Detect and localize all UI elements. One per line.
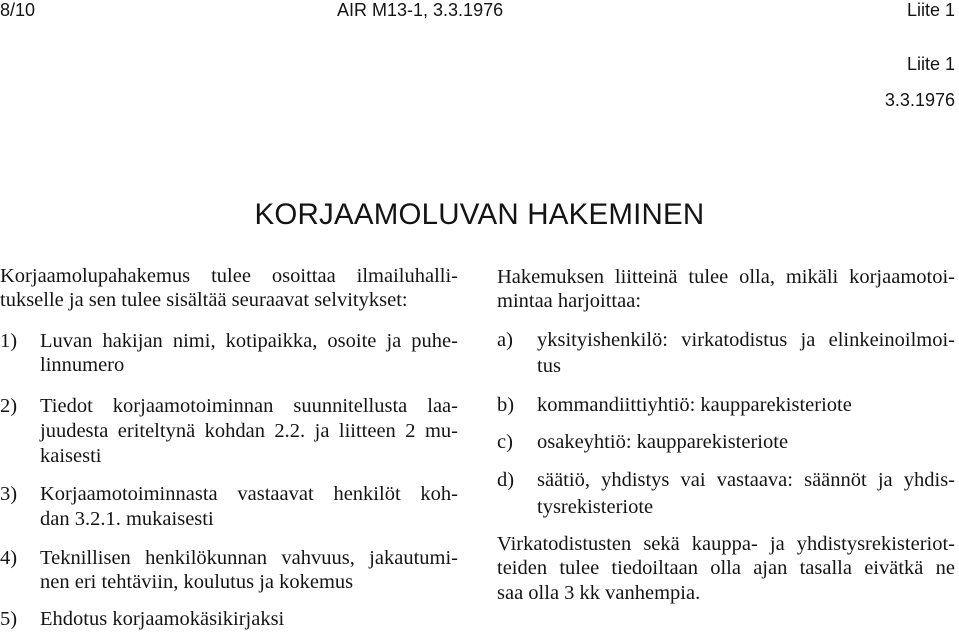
- item-line: kommandiittiyhtiö: kaupparekisteriote: [537, 394, 852, 416]
- item-line: linnumero: [40, 354, 125, 376]
- annex-date: 3.3.1976: [884, 90, 955, 110]
- left-intro-line: Korjaamolupahakemus tulee osoittaa ilmailuhalli-: [0, 265, 458, 287]
- left-intro-line: tukselle ja sen tulee sisältää seuraavat selvitykset:: [0, 289, 408, 311]
- item-marker: d): [497, 469, 515, 491]
- item-line: dan 3.2.1. mukaisesti: [40, 508, 214, 530]
- item-line: tysrekisteriote: [537, 496, 654, 518]
- annex-label: Liite 1: [906, 54, 955, 74]
- item-marker: 3): [0, 483, 18, 505]
- item-line: Tiedot korjaamotoiminnan suunnitellusta laa-: [40, 395, 458, 417]
- document-reference: AIR M13-1, 3.3.1976: [337, 0, 504, 20]
- closing-line: teiden tulee tiedoiltaan olla ajan tasalla eivätkä ne: [497, 557, 955, 579]
- item-marker: 2): [0, 395, 18, 417]
- item-marker: 5): [0, 608, 18, 630]
- item-line: osakeyhtiö: kaupparekisteriote: [537, 431, 789, 453]
- item-marker: a): [497, 329, 513, 351]
- item-line: yksityishenkilö: virkatodistus ja elinkeinoilmoi-: [537, 329, 955, 351]
- item-line: tus: [537, 355, 561, 377]
- closing-line: Virkatodistusten sekä kauppa- ja yhdistysrekisteriot-: [497, 533, 955, 555]
- header-appendix-label: Liite 1: [906, 0, 955, 20]
- page-title: KORJAAMOLUVAN HAKEMINEN: [254, 198, 705, 231]
- item-line: Ehdotus korjaamokäsikirjaksi: [40, 608, 285, 630]
- closing-line: saa olla 3 kk vanhempia.: [497, 582, 701, 604]
- item-marker: 1): [0, 330, 18, 352]
- item-line: nen eri tehtäviin, koulutus ja kokemus: [40, 571, 354, 593]
- item-marker: 4): [0, 547, 18, 569]
- item-line: kaisesti: [40, 445, 102, 467]
- item-marker: c): [497, 431, 513, 453]
- right-intro-line: mintaa harjoittaa:: [497, 290, 642, 312]
- page-number: 8/10: [0, 0, 36, 20]
- item-line: Korjaamotoiminnasta vastaavat henkilöt koh-: [40, 483, 458, 505]
- item-line: Teknillisen henkilökunnan vahvuus, jakautumi-: [40, 547, 458, 569]
- item-marker: b): [497, 394, 515, 416]
- item-line: Luvan hakijan nimi, kotipaikka, osoite ja puhe-: [40, 330, 458, 352]
- item-line: säätiö, yhdistys vai vastaava: säännöt ja yhdis-: [537, 469, 955, 491]
- right-intro-line: Hakemuksen liitteinä tulee olla, mikäli korjaamotoi-: [497, 266, 955, 288]
- item-line: juudesta eriteltynä kohdan 2.2. ja liitteen 2 mu-: [40, 420, 458, 442]
